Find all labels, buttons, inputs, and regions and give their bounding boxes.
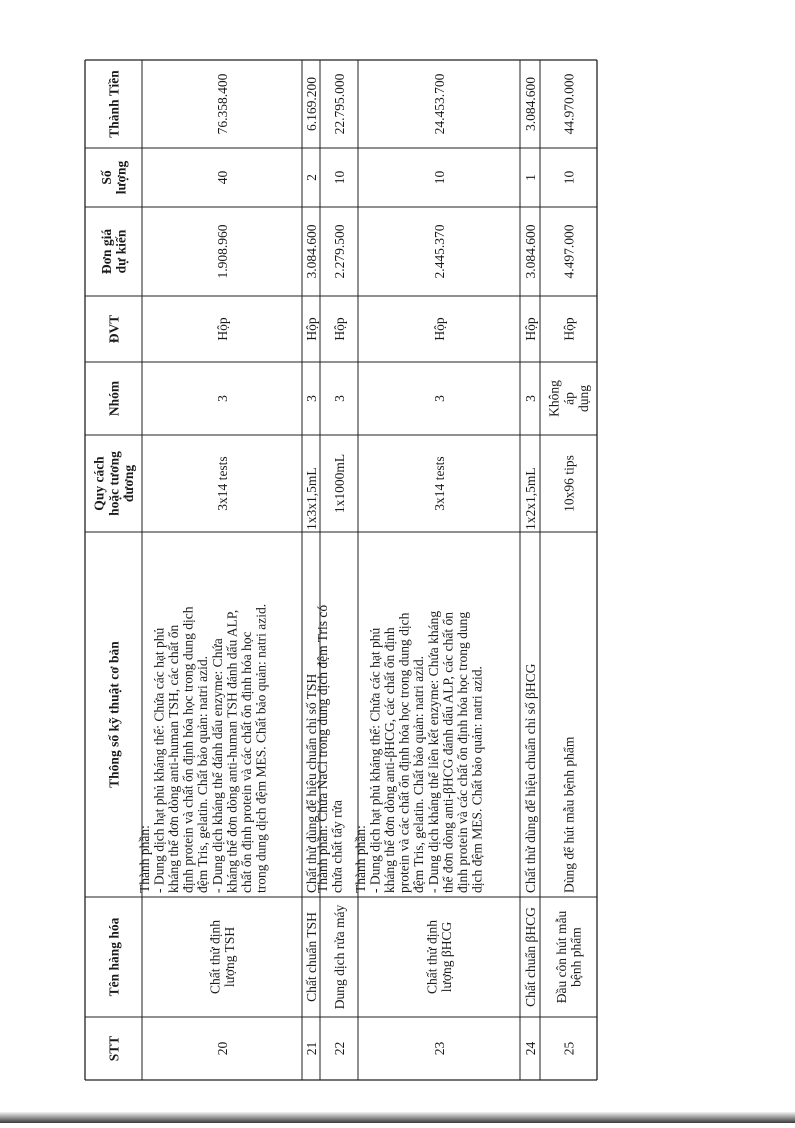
row-20-spec-line-3: kháng thể đơn dòng anti-human TSH, các chất ổn <box>166 624 181 893</box>
header-thongso: Thông số kỹ thuật cơ bản <box>106 641 122 788</box>
header-dongia-line-2: dự kiến <box>113 229 129 274</box>
row-20-spec-line-9: trong dung dịch đệm MES. Chất bảo quản: natri azid. <box>253 603 269 893</box>
row-22-soluong: 10 <box>331 170 347 185</box>
row-23-spec-line-9: dịch đệm MES. Chất bảo quản: natri azid. <box>469 666 485 893</box>
row-24-nhom: 3 <box>522 395 538 402</box>
row-22-spec-line-1: Thành phần: Chứa NaCl trong dung dịch đệm Tris có <box>314 604 330 893</box>
row-20-ten-line-2: lượng TSH <box>222 926 238 988</box>
row-24-quycach: 1x2x1,5mL <box>522 467 538 530</box>
row-21-quycach: 1x3x1,5mL <box>303 467 319 530</box>
row-25-spec: Dùng để hút mẫu bệnh phẩm <box>561 736 577 893</box>
header-quycach-line-1: Quy cách <box>91 456 107 511</box>
row-21-thanhtien: 6.169.200 <box>303 77 319 131</box>
row-23-soluong: 10 <box>431 170 447 185</box>
row-25-quycach: 10x96 tips <box>561 455 577 512</box>
row-22-nhom: 3 <box>331 395 347 402</box>
header-dongia-line-1: Đơn giá <box>99 228 114 275</box>
row-23-spec-line-8: định protein và các chất ổn định hóa học trong dung <box>455 611 470 893</box>
row-24-soluong: 1 <box>522 174 538 181</box>
row-20-spec-line-5: đệm Tris, gelatin. Chất bảo quản: natri azid. <box>195 656 211 893</box>
row-23-spec-line-5: đệm Tris, gelatin. Chất bảo quản: natri azid. <box>411 656 427 893</box>
row-24-dvt: Hộp <box>522 317 538 341</box>
row-20-stt: 20 <box>214 1041 230 1056</box>
row-25-dongia: 4.497.000 <box>561 224 577 279</box>
row-22-spec-line-2: chứa chất tẩy rửa <box>329 800 345 893</box>
row-20-spec-line-8: chất ổn định protein và các chất ổn định hóa học <box>239 631 254 893</box>
row-22-quycach: 1x1000mL <box>331 453 347 514</box>
row-24-stt: 24 <box>522 1041 538 1056</box>
row-22-ten: Dung dịch rửa máy <box>331 904 347 1010</box>
header-quycach-line-3: đương <box>120 464 136 503</box>
row-23-spec-line-1: Thành phần: <box>352 825 368 893</box>
row-23-stt: 23 <box>431 1041 447 1056</box>
row-20-thanhtien: 76.358.400 <box>214 73 230 135</box>
row-25-nhom-line-3: dụng <box>575 385 591 412</box>
row-23-spec-line-3: kháng thể đơn dòng anti-βHCG, các chất ổn định <box>382 627 397 893</box>
row-23-ten-line-1: Chất thử định <box>424 919 440 995</box>
row-20-spec-line-2: - Dung dịch hạt phủ kháng thể: Chứa các hạt phủ <box>151 627 167 893</box>
row-20-quycach: 3x14 tests <box>214 456 230 511</box>
row-22-dongia: 2.279.500 <box>331 224 347 279</box>
row-23-spec-line-7: thể đơn dòng anti-βHCG đánh dấu ALP, các chất ổn <box>440 612 456 893</box>
header-dvt: ĐVT <box>106 314 122 344</box>
row-23-quycach: 3x14 tests <box>431 456 447 511</box>
row-23-nhom: 3 <box>431 395 447 402</box>
row-24-spec: Chất thử dùng để hiệu chuẩn chỉ số βHCG <box>522 663 538 893</box>
header-soluong-line-2: lượng <box>113 160 129 195</box>
row-23-spec-line-4: protein và các chất ổn định hóa học trong dung dịch <box>396 612 412 893</box>
row-25-soluong: 10 <box>561 170 577 185</box>
row-25-nhom-line-1: Không <box>546 380 562 417</box>
row-22-stt: 22 <box>331 1041 347 1056</box>
row-23-dongia: 2.445.370 <box>431 224 447 279</box>
row-21-stt: 21 <box>303 1041 319 1056</box>
row-24-thanhtien: 3.084.600 <box>522 77 538 131</box>
row-22-thanhtien: 22.795.000 <box>331 73 347 135</box>
row-20-spec-line-7: kháng thể đơn dòng anti-human TSH đánh dấu ALP, <box>224 609 240 893</box>
header-quycach-line-2: hoặc tương <box>106 451 122 516</box>
scan-bottom-edge <box>0 1112 795 1123</box>
row-23-ten-line-2: lượng βHCG <box>439 921 455 993</box>
row-23-spec-line-2: - Dung dịch hạt phủ kháng thể: Chứa các hạt phủ <box>367 627 383 893</box>
header-thanhtien: Thành Tiền <box>106 70 122 138</box>
row-25-ten-line-2: bệnh phẩm <box>568 927 584 987</box>
row-20-spec-line-4: định protein và chất ổn định hóa học trong dung dịch <box>180 606 196 893</box>
row-21-dongia: 3.084.600 <box>303 224 319 279</box>
row-25-ten-line-1: Đầu côn hút mẫu <box>554 910 569 1004</box>
row-22-dvt: Hộp <box>331 317 347 341</box>
row-21-soluong: 2 <box>303 174 319 181</box>
header-ten: Tên hàng hóa <box>106 917 122 997</box>
row-25-dvt: Hộp <box>561 317 577 341</box>
row-23-dvt: Hộp <box>431 317 447 341</box>
row-21-dvt: Hộp <box>303 317 319 341</box>
row-21-spec: Chất thử dùng để hiệu chuẩn chỉ số TSH <box>303 673 319 893</box>
row-23-spec-line-6: - Dung dịch kháng thể liên kết enzyme: Chứa kháng <box>425 610 441 893</box>
row-25-thanhtien: 44.970.000 <box>561 73 577 135</box>
row-25-nhom-line-2: áp <box>561 392 577 405</box>
header-stt: STT <box>106 1035 122 1062</box>
row-24-dongia: 3.084.600 <box>522 224 538 279</box>
row-25-stt: 25 <box>561 1041 577 1056</box>
header-nhom: Nhóm <box>106 380 122 417</box>
row-20-spec-line-1: Thành phần: <box>136 825 152 893</box>
row-20-nhom: 3 <box>214 395 230 402</box>
row-20-ten-line-1: Chất thử định <box>207 919 223 995</box>
header-soluong-line-1: Số <box>99 170 114 185</box>
row-20-spec-line-6: - Dung dịch kháng thể đánh dấu enzyme: Chứa <box>209 638 225 893</box>
row-23-thanhtien: 24.453.700 <box>431 73 447 135</box>
row-24-ten: Chất chuẩn βHCG <box>522 907 538 1007</box>
row-20-dvt: Hộp <box>214 317 230 341</box>
row-21-nhom: 3 <box>303 395 319 402</box>
row-21-ten: Chất chuẩn TSH <box>303 912 319 1002</box>
table-text <box>92 70 591 1061</box>
row-20-dongia: 1.908.960 <box>214 224 230 279</box>
row-20-soluong: 40 <box>214 170 230 185</box>
